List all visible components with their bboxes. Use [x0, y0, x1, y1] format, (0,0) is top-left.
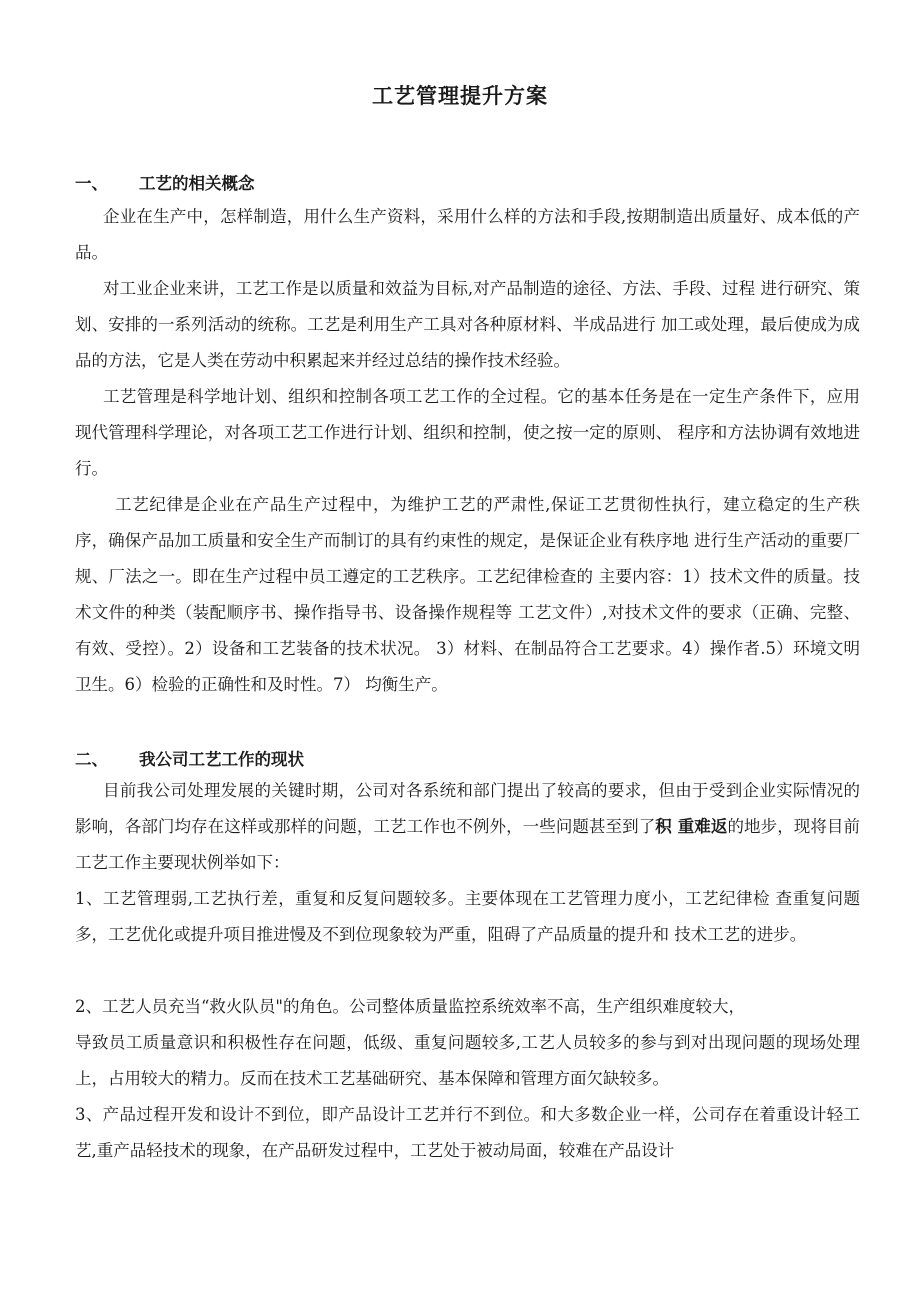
section-title-1: 工艺的相关概念 — [139, 174, 255, 193]
section-heading-1 — [75, 170, 255, 194]
section-title-2: 我公司工艺工作的现状 — [139, 750, 304, 769]
document-title: 工艺管理提升方案 — [372, 84, 548, 108]
paragraph-5-text-end: 的地步，现将目前工艺工作主要现状例举如下： — [75, 817, 861, 872]
paragraph-7-rest: 导致员工质量意识和积极性存在问题，低级、重复问题较多,工艺人员较多的参与到对出现问题的现场处理上，占用较大的精力。反而在技术工艺基础研究、基本保障和管理方面欠缺较多。 — [75, 1033, 860, 1088]
section-number-2: 二、 — [75, 750, 108, 769]
section-number-1: 一、 — [75, 174, 108, 193]
section-heading-2 — [75, 746, 304, 770]
paragraph-5-text: 目前我公司处理发展的关键时期，公司对各系统和部门提出了较高的要求，但由于受到企业实际情况的影响，各部门均存在这样或那样的问题，工艺工作也不例外，一些问题甚至到了 — [75, 781, 860, 836]
paragraph-1: 企业在生产中，怎样制造，用什么生产资料，采用什么样的方法和手段,按期制造出质量好、成本低的产品。 — [75, 207, 860, 262]
paragraph-5 — [75, 773, 860, 881]
paragraph-3: 工艺管理是科学地计划、组织和控制各项工艺工作的全过程。它的基本任务是在一定生产条件下，应用现代管理科学理论，对各项工艺工作进行计划、组织和控制，使之按一定的原则、 程序和方法协调有效地进行。 — [75, 387, 860, 478]
paragraph-7 — [75, 989, 860, 1097]
paragraph-8: 3、产品过程开发和设计不到位，即产品设计工艺并行不到位。和大多数企业一样，公司存在着重设计轻工艺,重产品轻技术的现象，在产品研发过程中，工艺处于被动局面，较难在产品设计 — [75, 1105, 860, 1160]
paragraph-5-emphasis: 积 重难返 — [655, 817, 728, 836]
paragraph-7-line-1: 2、工艺人员充当“救火队员"的角色。公司整体质量监控系统效率不高，生产组织难度较大， — [75, 997, 746, 1016]
paragraph-2: 对工业企业来讲，工艺工作是以质量和效益为目标,对产品制造的途径、方法、手段、过程 进行研究、策划、安排的一系列活动的统称。工艺是利用生产工具对各种原材料、半成品进行 加工或处理，最后使成为成品的方法，它是人类在劳动中积累起来并经过总结的操作技术经验。 — [75, 279, 860, 370]
paragraph-4: 工艺纪律是企业在产品生产过程中，为维护工艺的严肃性,保证工艺贯彻性执行，建立稳定的生产秩序，确保产品加工质量和安全生产而制订的具有约束性的规定，是保证企业有秩序地 进行生产活动的重要厂规、厂法之一。即在生产过程中员工遵定的工艺秩序。工艺纪律检查的 主要内容：1）技术文件的质量。技术文件的种类（装配顺序书、操作指导书、设备操作规程等 工艺文件）,对技术文件的要求（正确、完整、有效、受控）。2）设备和工艺装备的技术状况。 3）材料、在制品符合工艺要求。4）操作者.5）环境文明卫生。6）检验的正确性和及时性。7） 均衡生产。 — [75, 495, 860, 694]
paragraph-6: 1、工艺管理弱,工艺执行差，重复和反复问题较多。主要体现在工艺管理力度小，工艺纪律检 查重复问题多，工艺优化或提升项目推进慢及不到位现象较为严重，阻碍了产品质量的提升和 技术工艺的进步。 — [75, 889, 860, 944]
